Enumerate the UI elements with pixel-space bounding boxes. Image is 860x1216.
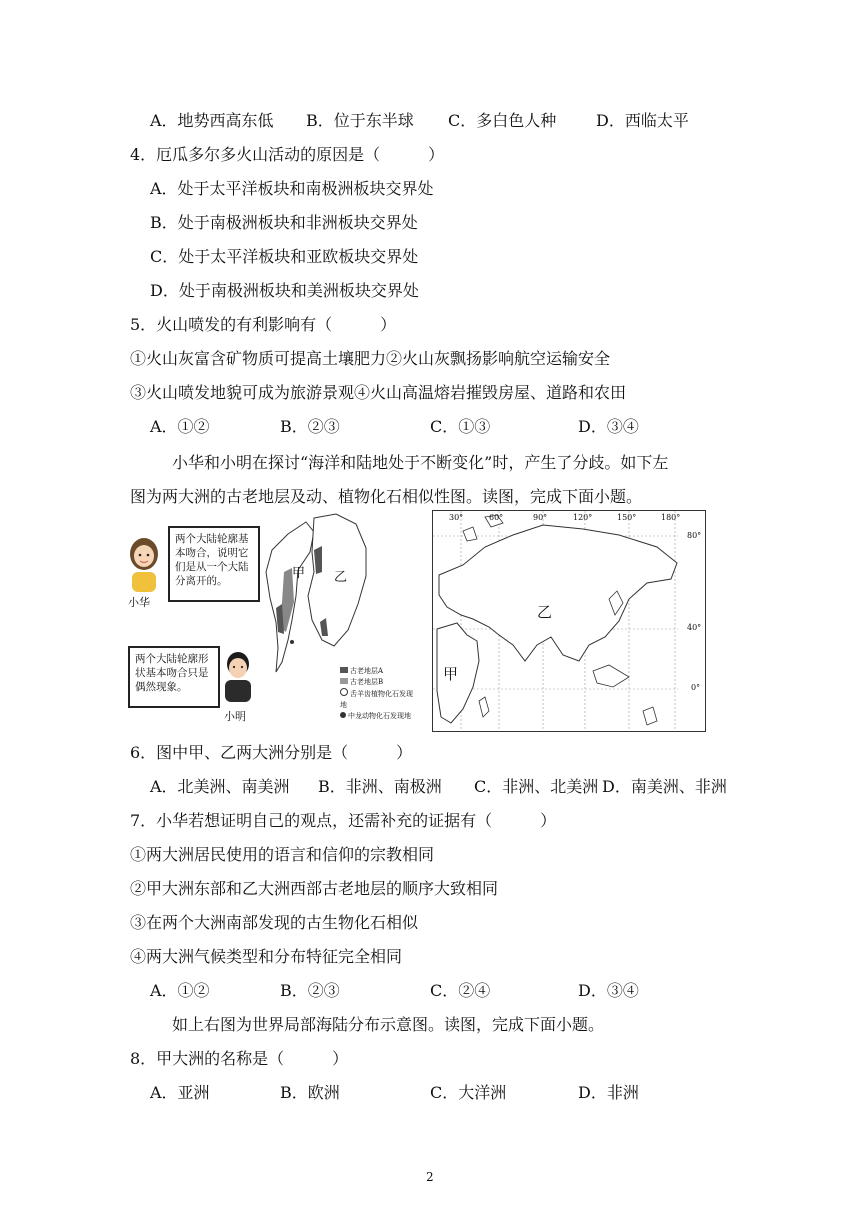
q7-stem: 7．小华若想证明自己的观点，还需补充的证据有（ ）	[130, 811, 557, 830]
q4-stem: 4．厄瓜多尔多火山活动的原因是（ ）	[130, 145, 445, 164]
q7-statement-2: ②甲大洲东部和乙大洲西部古老地层的顺序大致相同	[130, 879, 499, 898]
q6-option-d[interactable]: D．南美洲、非洲	[602, 777, 727, 796]
top-tick-60: 60°	[489, 513, 504, 522]
q5-option-a[interactable]: A．①②	[150, 417, 210, 436]
q8-option-c[interactable]: C．大洋洲	[430, 1083, 507, 1102]
q7-statement-3: ③在两个大洲南部发现的古生物化石相似	[130, 913, 419, 932]
right-tick-0: 0°	[691, 683, 701, 692]
world-map-figure	[432, 510, 706, 732]
two-continents-map	[262, 512, 372, 677]
left-map-label-yi: 乙	[334, 570, 348, 585]
q8-option-b[interactable]: B．欧洲	[280, 1083, 340, 1102]
q7-option-d[interactable]: D．③④	[578, 981, 639, 1000]
page-number: 2	[426, 1170, 434, 1184]
q8-stem: 8．甲大洲的名称是（ ）	[130, 1049, 349, 1068]
xiaoming-speech-bubble: 两个大陆轮廓形状基本吻合只是偶然现象。	[128, 646, 220, 708]
q3-option-b[interactable]: B．位于东半球	[306, 111, 414, 130]
q3-option-c[interactable]: C．多白色人种	[448, 111, 557, 130]
top-tick-30: 30°	[449, 513, 464, 522]
continental-drift-figure	[124, 512, 414, 732]
intro-paragraph-line-2: 图为两大洲的古老地层及动、植物化石相似性图。读图，完成下面小题。	[130, 487, 643, 506]
xiaohua-speech-bubble: 两个大陆轮廓基本吻合，说明它们是从一个大陆分离开的。	[168, 526, 260, 602]
legend-item-a	[340, 666, 414, 677]
q5-option-d[interactable]: D．③④	[578, 417, 639, 436]
q4-option-c[interactable]: C．处于太平洋板块和亚欧板块交界处	[150, 247, 419, 266]
q7-option-b[interactable]: B．②③	[280, 981, 340, 1000]
legend-item-d-label: 中龙动物化石发现地	[348, 712, 411, 720]
q7-statement-4: ④两大洲气候类型和分布特征完全相同	[130, 947, 403, 966]
q6-option-b[interactable]: B．非洲、南极洲	[318, 777, 442, 796]
xiaohua-avatar-icon	[124, 532, 166, 594]
legend-item-c	[340, 688, 414, 711]
q6-option-c[interactable]: C．非洲、北美洲	[474, 777, 599, 796]
world-map-label-jia: 甲	[443, 665, 459, 683]
left-map-legend	[340, 666, 414, 722]
q7-option-a[interactable]: A．①②	[150, 981, 210, 1000]
world-map-drawing	[433, 511, 705, 731]
q5-statement-2: ③火山喷发地貌可成为旅游景观④火山高温熔岩摧毁房屋、道路和农田	[130, 383, 627, 402]
q5-stem: 5．火山喷发的有利影响有（ ）	[130, 315, 397, 334]
top-tick-120: 120°	[573, 513, 593, 522]
q6-option-a[interactable]: A．北美洲、南美洲	[150, 777, 290, 796]
q5-option-b[interactable]: B．②③	[280, 417, 340, 436]
xiaoming-avatar-icon	[220, 646, 256, 704]
q7-option-c[interactable]: C．②④	[430, 981, 491, 1000]
intro-paragraph-2: 如上右图为世界局部海陆分布示意图。读图，完成下面小题。	[172, 1015, 605, 1034]
legend-item-a-label: 古老地层A	[350, 667, 384, 675]
intro-paragraph-line-1: 小华和小明在探讨“海洋和陆地处于不断变化”时，产生了分歧。如下左	[172, 453, 669, 472]
left-map-label-jia: 甲	[292, 566, 306, 581]
legend-item-b	[340, 677, 414, 688]
xiaoming-name: 小明	[224, 710, 246, 723]
right-tick-80: 80°	[687, 531, 702, 540]
top-tick-180: 180°	[661, 513, 681, 522]
legend-item-b-label: 古老地层B	[350, 678, 384, 686]
q8-option-a[interactable]: A．亚洲	[150, 1083, 210, 1102]
q8-option-d[interactable]: D．非洲	[578, 1083, 639, 1102]
q6-stem: 6．图中甲、乙两大洲分别是（ ）	[130, 743, 413, 762]
q4-option-a[interactable]: A．处于太平洋板块和南极洲板块交界处	[150, 179, 434, 198]
q4-option-d[interactable]: D．处于南极洲板块和美洲板块交界处	[150, 281, 419, 300]
xiaohua-name: 小华	[128, 596, 150, 609]
legend-item-c-label: 舌羊齿植物化石发现地	[340, 690, 413, 709]
top-tick-150: 150°	[617, 513, 637, 522]
top-tick-90: 90°	[533, 513, 548, 522]
q7-statement-1: ①两大洲居民使用的语言和信仰的宗教相同	[130, 845, 435, 864]
legend-item-d	[340, 711, 414, 722]
q3-option-d[interactable]: D．西临太平	[596, 111, 689, 130]
right-tick-40: 40°	[687, 623, 702, 632]
q3-option-a[interactable]: A．地势西高东低	[150, 111, 274, 130]
world-map-label-yi: 乙	[537, 603, 553, 621]
q5-option-c[interactable]: C．①③	[430, 417, 491, 436]
q4-option-b[interactable]: B．处于南极洲板块和非洲板块交界处	[150, 213, 418, 232]
q5-statement-1: ①火山灰富含矿物质可提高土壤肥力②火山灰飘扬影响航空运输安全	[130, 349, 611, 368]
